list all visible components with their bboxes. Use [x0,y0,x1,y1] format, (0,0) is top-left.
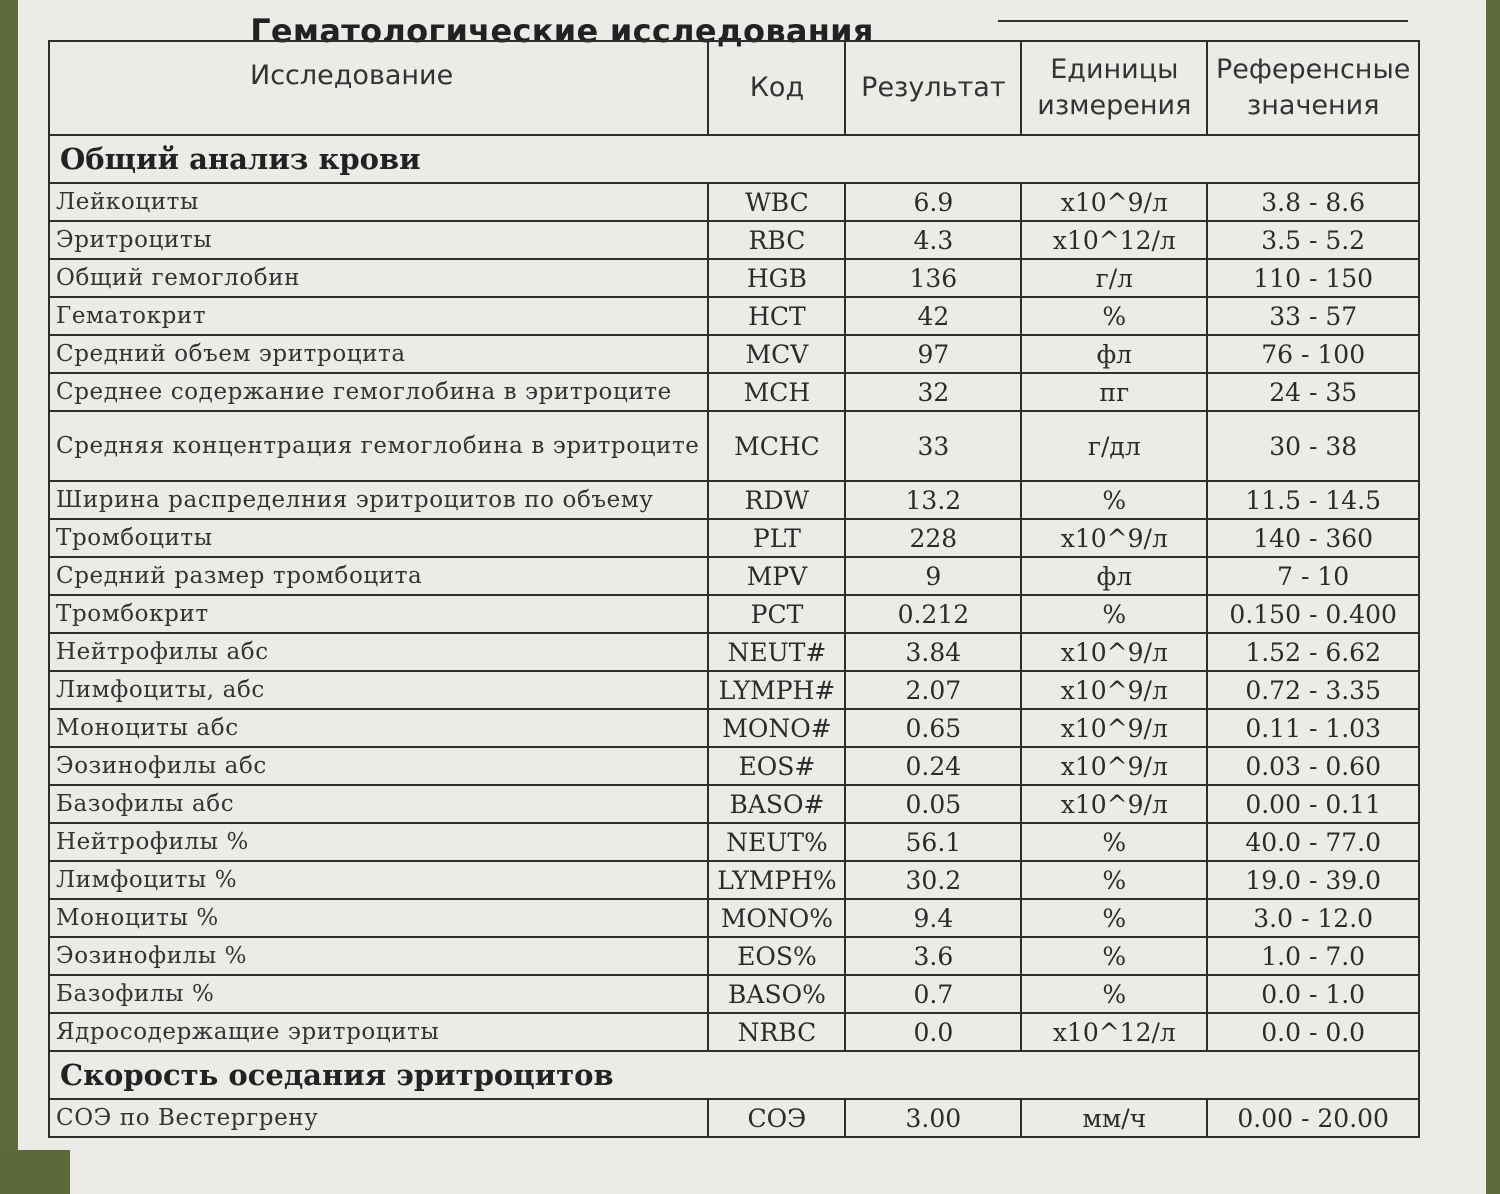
header-test: Исследование [49,41,708,135]
cell-reference: 110 - 150 [1207,259,1419,297]
cell-test-name: Ядросодержащие эритроциты [49,1013,708,1051]
cell-test-name: Нейтрофилы абс [49,633,708,671]
cell-result: 0.24 [845,747,1021,785]
cell-result: 0.7 [845,975,1021,1013]
table-row [49,373,1419,411]
hematology-table [48,40,1420,1138]
cell-units: x10^9/л [1021,519,1207,557]
cell-reference: 1.52 - 6.62 [1207,633,1419,671]
cell-units: x10^9/л [1021,709,1207,747]
table-row [49,747,1419,785]
cell-reference: 76 - 100 [1207,335,1419,373]
cell-reference: 0.150 - 0.400 [1207,595,1419,633]
table-row [49,481,1419,519]
cell-test-name: Нейтрофилы % [49,823,708,861]
section-cbc [49,135,1419,183]
cell-reference: 40.0 - 77.0 [1207,823,1419,861]
table-row [49,259,1419,297]
cell-test-name: Тромбокрит [49,595,708,633]
cell-code: EOS# [708,747,845,785]
table-row [49,671,1419,709]
cell-units: % [1021,899,1207,937]
cell-reference: 0.0 - 0.0 [1207,1013,1419,1051]
table-row [49,937,1419,975]
cell-reference: 3.0 - 12.0 [1207,899,1419,937]
cell-result: 136 [845,259,1021,297]
cell-code: PLT [708,519,845,557]
cell-reference: 19.0 - 39.0 [1207,861,1419,899]
cell-test-name: Ширина распределния эритроцитов по объему [49,481,708,519]
cell-reference: 3.8 - 8.6 [1207,183,1419,221]
table-row [49,823,1419,861]
cell-reference: 0.0 - 1.0 [1207,975,1419,1013]
cell-code: LYMPH% [708,861,845,899]
cell-units: мм/ч [1021,1099,1207,1137]
cell-result: 3.84 [845,633,1021,671]
header-units: Единицы измерения [1021,41,1207,135]
cell-units: % [1021,861,1207,899]
cell-reference: 0.11 - 1.03 [1207,709,1419,747]
table-row [49,861,1419,899]
table-row [49,709,1419,747]
table-row [49,557,1419,595]
cell-result: 0.0 [845,1013,1021,1051]
cell-code: MCH [708,373,845,411]
cell-test-name: Эритроциты [49,221,708,259]
cell-test-name: Средний размер тромбоцита [49,557,708,595]
cell-reference: 0.00 - 20.00 [1207,1099,1419,1137]
cell-code: HCT [708,297,845,335]
cell-code: MPV [708,557,845,595]
cell-code: LYMPH# [708,671,845,709]
table-row [49,1099,1419,1137]
cell-units: % [1021,297,1207,335]
cell-test-name: Общий гемоглобин [49,259,708,297]
cell-code: MCHC [708,411,845,481]
cell-code: BASO# [708,785,845,823]
header-reference: Референсные значения [1207,41,1419,135]
cell-code: MCV [708,335,845,373]
paper-sheet [18,0,1486,1194]
cell-units: фл [1021,557,1207,595]
table-row [49,899,1419,937]
cell-result: 97 [845,335,1021,373]
cell-test-name: Лимфоциты % [49,861,708,899]
cell-units: пг [1021,373,1207,411]
cell-result: 9.4 [845,899,1021,937]
cell-result: 3.6 [845,937,1021,975]
header-result: Результат [845,41,1021,135]
cell-code: MONO% [708,899,845,937]
cell-units: фл [1021,335,1207,373]
cell-units: x10^9/л [1021,671,1207,709]
cell-result: 0.65 [845,709,1021,747]
table-row [49,411,1419,481]
header-code: Код [708,41,845,135]
cell-units: x10^12/л [1021,221,1207,259]
cell-result: 33 [845,411,1021,481]
cell-units: % [1021,481,1207,519]
cell-result: 13.2 [845,481,1021,519]
cell-code: EOS% [708,937,845,975]
cell-code: RDW [708,481,845,519]
header-row [49,41,1419,135]
cell-units: x10^9/л [1021,183,1207,221]
cell-units: x10^9/л [1021,747,1207,785]
cell-test-name: Средний объем эритроцита [49,335,708,373]
table-row [49,519,1419,557]
cell-result: 0.212 [845,595,1021,633]
cell-result: 32 [845,373,1021,411]
document-title: Гематологические исследования [250,12,874,50]
cell-units: % [1021,937,1207,975]
cell-units: x10^9/л [1021,785,1207,823]
cell-units: г/л [1021,259,1207,297]
cell-result: 4.3 [845,221,1021,259]
cell-code: СОЭ [708,1099,845,1137]
cell-reference: 30 - 38 [1207,411,1419,481]
cell-result: 42 [845,297,1021,335]
table-row [49,633,1419,671]
table-row [49,183,1419,221]
table-row [49,221,1419,259]
cell-test-name: Базофилы абс [49,785,708,823]
cell-code: HGB [708,259,845,297]
cell-test-name: Моноциты % [49,899,708,937]
cell-result: 56.1 [845,823,1021,861]
section-title-esr: Скорость оседания эритроцитов [49,1051,1419,1099]
cell-code: NEUT# [708,633,845,671]
cell-reference: 24 - 35 [1207,373,1419,411]
table-row [49,785,1419,823]
table-body [49,135,1419,1137]
cell-test-name: Базофилы % [49,975,708,1013]
cell-test-name: Гематокрит [49,297,708,335]
cell-result: 3.00 [845,1099,1021,1137]
cell-test-name: Эозинофилы % [49,937,708,975]
cell-reference: 3.5 - 5.2 [1207,221,1419,259]
cell-code: NEUT% [708,823,845,861]
cell-code: WBC [708,183,845,221]
cell-code: RBC [708,221,845,259]
table-row [49,975,1419,1013]
cell-units: x10^9/л [1021,633,1207,671]
cell-reference: 7 - 10 [1207,557,1419,595]
cell-test-name: Лимфоциты, абс [49,671,708,709]
cell-units: % [1021,823,1207,861]
section-title-cbc: Общий анализ крови [49,135,1419,183]
cell-result: 6.9 [845,183,1021,221]
cell-test-name: Среднее содержание гемоглобина в эритроците [49,373,708,411]
table-row [49,595,1419,633]
cell-reference: 1.0 - 7.0 [1207,937,1419,975]
cell-reference: 0.03 - 0.60 [1207,747,1419,785]
cell-code: BASO% [708,975,845,1013]
cell-units: % [1021,595,1207,633]
cell-reference: 33 - 57 [1207,297,1419,335]
cell-result: 2.07 [845,671,1021,709]
cell-result: 228 [845,519,1021,557]
background-corner [0,1150,70,1194]
cell-test-name: Тромбоциты [49,519,708,557]
cell-units: x10^12/л [1021,1013,1207,1051]
cell-reference: 0.72 - 3.35 [1207,671,1419,709]
cell-test-name: Эозинофилы абс [49,747,708,785]
table-row [49,1013,1419,1051]
cell-test-name: СОЭ по Вестергрену [49,1099,708,1137]
table-row [49,335,1419,373]
cell-code: PCT [708,595,845,633]
cell-units: г/дл [1021,411,1207,481]
cell-units: % [1021,975,1207,1013]
cell-result: 30.2 [845,861,1021,899]
cell-code: MONO# [708,709,845,747]
cell-test-name: Средняя концентрация гемоглобина в эритроците [49,411,708,481]
cell-reference: 140 - 360 [1207,519,1419,557]
cell-result: 0.05 [845,785,1021,823]
cell-reference: 0.00 - 0.11 [1207,785,1419,823]
cell-reference: 11.5 - 14.5 [1207,481,1419,519]
cell-result: 9 [845,557,1021,595]
cell-test-name: Моноциты абс [49,709,708,747]
table-row [49,297,1419,335]
cell-test-name: Лейкоциты [49,183,708,221]
cell-code: NRBC [708,1013,845,1051]
section-esr [49,1051,1419,1099]
